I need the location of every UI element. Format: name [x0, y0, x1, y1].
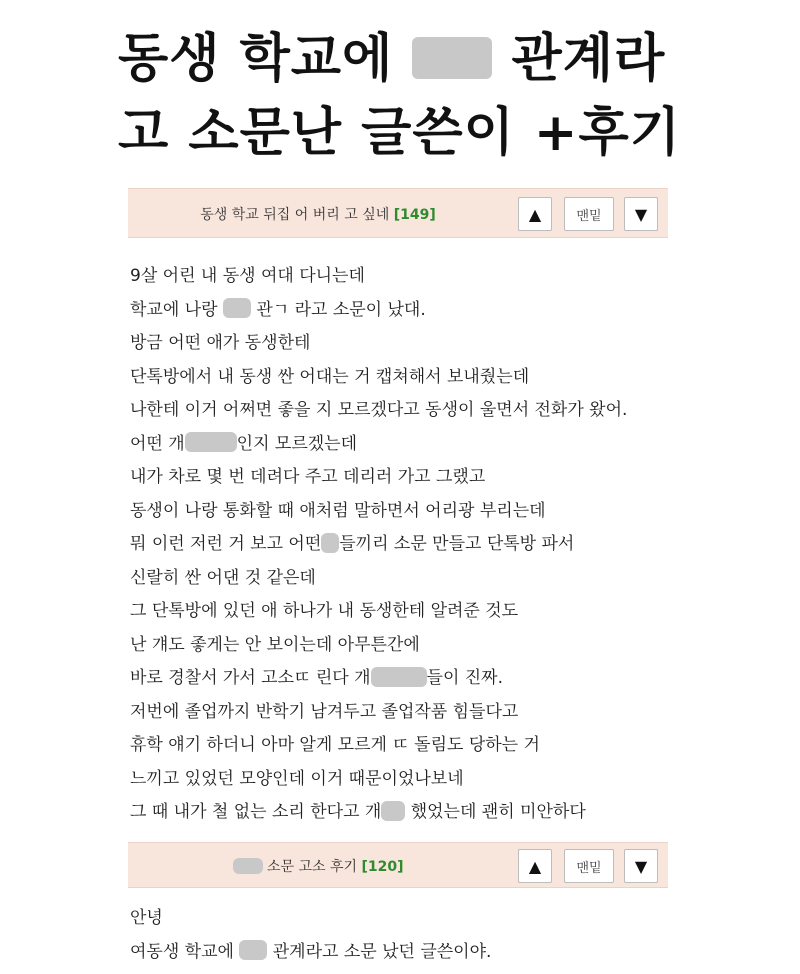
censor-blur	[321, 533, 339, 553]
body-line: 동생이 나랑 통화할 때 애처럼 말하면서 어리광 부리는데	[130, 500, 546, 521]
comment-count: [149]	[393, 207, 436, 223]
body-line: 9살 어린 내 동생 여대 다니는데	[130, 266, 365, 286]
body-line: 단톡방에서 내 동생 싼 어대는 거 캡쳐해서 보내줬는데	[130, 366, 530, 387]
body-line: 바로 경찰서 가서 고소ㄸ 린다 개 들이 진짜.	[130, 668, 504, 688]
body-line: 방금 어떤 애가 동생한테	[130, 333, 311, 353]
censor-blur	[185, 432, 237, 452]
post-body-2	[130, 902, 750, 969]
body-line: 저번에 졸업까지 반학기 남겨두고 졸업작품 힘들다고	[130, 701, 519, 722]
body-line: 그 단톡방에 있던 애 하나가 내 동생한테 알려준 것도	[130, 601, 519, 621]
censor-blur	[371, 667, 427, 687]
scroll-up-button-2[interactable]: ▲	[518, 849, 552, 883]
headline-line-2: 고 소문난 글쓴이 +후기	[118, 103, 681, 163]
comment-count-2: [120]	[361, 859, 404, 875]
body-line: 뭐 이런 저런 거 보고 어떤 들끼리 소문 만들고 단톡방 파서	[130, 534, 575, 554]
body-line: 느끼고 있었던 모양인데 이거 때문이었나보네	[130, 768, 464, 789]
censor-blur	[412, 37, 492, 79]
post-title-bar	[128, 188, 668, 238]
body-line: 나한테 이거 어쩌면 좋을 지 모르겠다고 동생이 울면서 전화가 왔어.	[130, 400, 628, 420]
go-bottom-button[interactable]: 맨밑	[564, 197, 614, 231]
post-body	[130, 260, 750, 830]
body-line: 여동생 학교에 관계라고 소문 났던 글쓴이야.	[130, 941, 492, 962]
body-line: 난 걔도 좋게는 안 보이는데 아무튼간에	[130, 634, 420, 655]
censor-blur	[223, 298, 251, 318]
scroll-down-button-2[interactable]: ▼	[624, 849, 658, 883]
censor-blur	[233, 858, 263, 874]
post-title-2[interactable]: 소문 고소 후기 [120]	[128, 856, 508, 876]
body-line: 학교에 나랑 관ㄱ 라고 소문이 났대.	[130, 299, 426, 320]
article-headline	[118, 22, 758, 170]
post-title[interactable]: 동생 학교 뒤집 어 버리 고 싶네 [149]	[200, 207, 436, 223]
body-line: 내가 차로 몇 번 데려다 주고 데리러 가고 그랬고	[130, 467, 486, 487]
scroll-down-button[interactable]: ▼	[624, 197, 658, 231]
post-title-bar-2	[128, 842, 668, 888]
body-line: 휴학 얘기 하더니 아마 알게 모르게 ㄸ 돌림도 당하는 거	[130, 735, 540, 755]
scroll-up-button[interactable]: ▲	[518, 197, 552, 231]
censor-blur	[239, 940, 267, 960]
headline-line-1: 동생 학교에 관계라	[118, 29, 666, 89]
censor-blur	[381, 801, 405, 821]
body-line: 신랄히 싼 어댄 것 같은데	[130, 567, 316, 588]
body-line: 안녕	[130, 908, 163, 928]
body-line: 어떤 개 인지 모르겠는데	[130, 433, 358, 454]
body-line: 그 때 내가 철 없는 소리 한다고 개 했었는데 괜히 미안하다	[130, 802, 586, 822]
go-bottom-button-2[interactable]: 맨밑	[564, 849, 614, 883]
